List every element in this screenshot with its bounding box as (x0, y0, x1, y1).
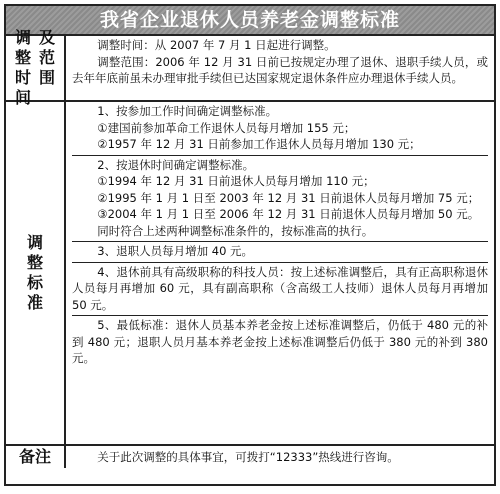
scope-label-char: 间 (14, 88, 31, 107)
page-title: 我省企业退休人员养老金调整标准 (6, 6, 494, 36)
remarks-content (66, 446, 494, 468)
scope-label-char: 围 (38, 68, 55, 87)
standard-line: 同时符合上述两种调整标准条件的，按标准高的执行。 (97, 223, 374, 238)
scope-label-char: 范 (38, 48, 55, 67)
standard-line: ②1957 年 12 月 31 日前参加工作退休人员每月增加 130 元； (97, 137, 421, 151)
standards-content (66, 102, 494, 444)
standards-label (6, 102, 66, 444)
standard-line: 1、按参加工作时间确定调整标准。 (97, 104, 278, 118)
remarks-row (6, 446, 494, 468)
standard-line: 3、退职人员每月增加 40 元。 (97, 244, 254, 258)
remarks-label: 备注 (6, 446, 66, 468)
standard-block-1 (72, 102, 488, 156)
standard-line: ③2004 年 1 月 1 日至 2006 年 12 月 31 日前退休人员每月增加 50 元。 (97, 207, 480, 221)
standard-line: 5、最低标准：退休人员基本养老金按上述标准调整后，仍低于 480 元的补到 480 元；退职人员月基本养老金按上述标准调整后仍低于 380 元的补到 380 元。 (72, 318, 488, 365)
notice-table (4, 4, 496, 486)
remarks-text: 关于此次调整的具体事宜，可拨打“12333”热线进行咨询。 (97, 449, 399, 464)
standard-line: ②1995 年 1 月 1 日至 2003 年 12 月 31 日前退休人员每月增加 75 元； (97, 190, 480, 205)
scope-row (6, 28, 494, 107)
scope-label (6, 28, 66, 107)
scope-label-char: 时 (14, 68, 31, 87)
scope-label-char: 调 (14, 28, 31, 47)
adjust-time-text: 调整时间：从 2007 年 7 月 1 日起进行调整。 (97, 38, 336, 52)
scope-label-char: 整 (14, 48, 31, 67)
standards-row (6, 102, 494, 446)
standard-line: 2、按退休时间确定调整标准。 (97, 157, 255, 172)
standard-line: ①建国前参加革命工作退休人员每月增加 155 元； (97, 120, 356, 135)
standards-label-char: 标 (26, 273, 43, 292)
scope-content (66, 36, 494, 100)
standards-label-char: 整 (26, 253, 43, 272)
standards-label-char: 准 (26, 293, 43, 312)
adjust-scope-text: 调整范围：2006 年 12 月 31 日前已按规定办理了退休、退职手续人员，或去年年底前虽未办理审批手续但已达国家规定退休条件应办理退休手续人员。 (72, 54, 488, 85)
scope-label-char: 及 (38, 28, 55, 47)
standard-block-5 (72, 316, 488, 369)
standard-line: 4、退休前具有高级职称的科技人员：按上述标准调整后，具有正高职称退休人员每月再增加 60 元，具有副高职称（含高级工人技师）退休人员每月再增加 50 元。 (72, 264, 488, 312)
standard-block-3 (72, 242, 488, 263)
standards-label-char: 调 (26, 233, 43, 252)
standard-line: ①1994 年 12 月 31 日前退休人员每月增加 110 元； (97, 174, 375, 188)
standard-block-4 (72, 263, 488, 317)
standard-block-2 (72, 156, 488, 243)
